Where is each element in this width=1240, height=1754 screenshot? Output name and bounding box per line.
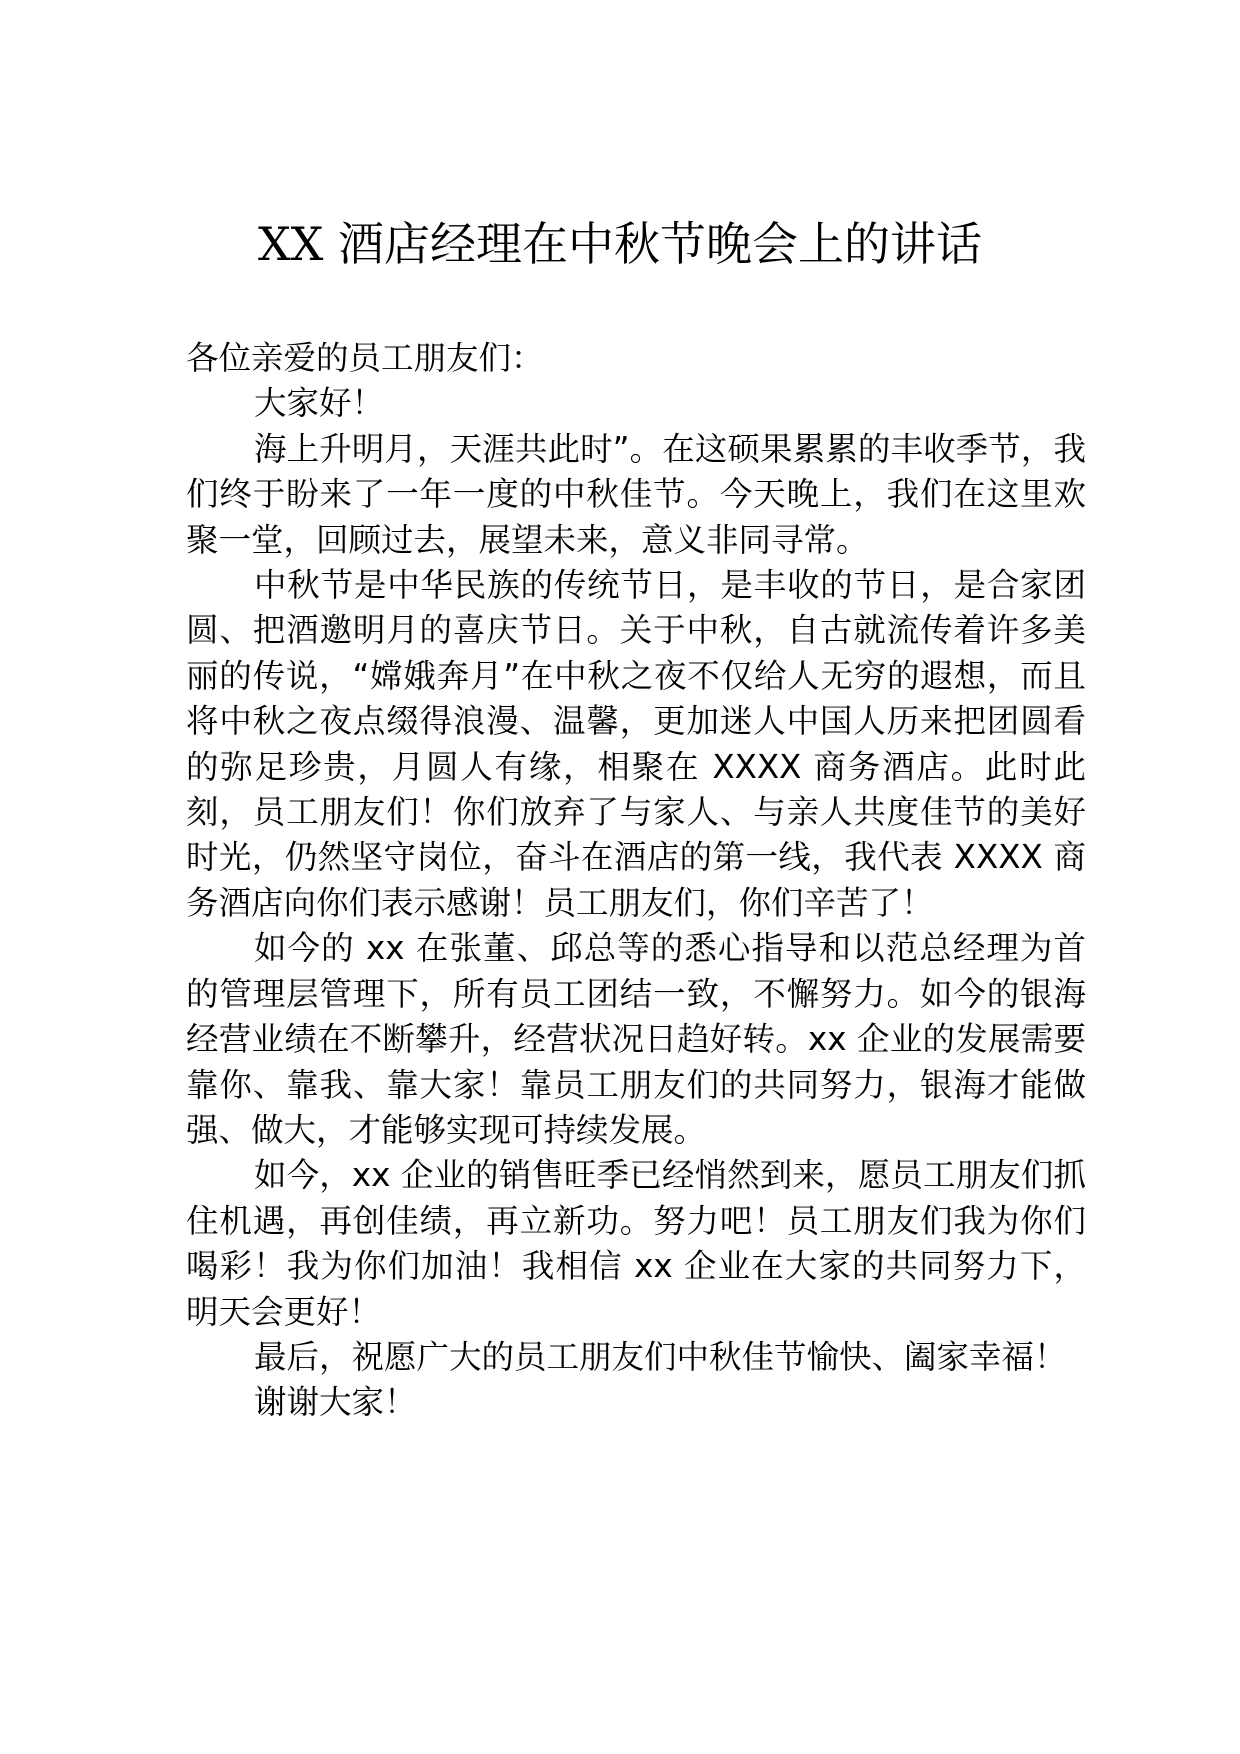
paragraph-festival: 中秋节是中华民族的传统节日，是丰收的节日，是合家团圆、把酒邀明月的喜庆节日。关于中秋，自古就流传着许多美丽的传说，“嫦娥奔月”在中秋之夜不仅给人无穷的遐想，而且将中秋之夜点缀得浪漫、温馨，更加迷人中国人历来把团圆看的弥足珍贵，月圆人有缘，相聚在 XXXX 商务酒店。此时此刻，员工朋友们！你们放弃了与家人、与亲人共度佳节的美好时光，仍然坚守岗位，奋斗在酒店的第一线，我代表 XXXX 商务酒店向你们表示感谢！员工朋友们，你们辛苦了！ bbox=[186, 566, 1086, 922]
paragraph-company: 如今的 xx 在张董、邱总等的悉心指导和以范总经理为首的管理层管理下，所有员工团结一致，不懈努力。如今的银海经营业绩在不断攀升，经营状况日趋好转。xx 企业的发展需要靠你、靠我、靠大家！靠员工朋友们的共同努力，银海才能做强、做大，才能够实现可持续发展。 bbox=[186, 929, 1086, 1149]
paragraph-opening: 海上升明月，天涯共此时”。在这硕果累累的丰收季节，我们终于盼来了一年一度的中秋佳节。今天晚上，我们在这里欢聚一堂，回顾过去，展望未来，意义非同寻常。 bbox=[186, 429, 1086, 559]
paragraph-greeting: 大家好！ bbox=[254, 384, 385, 423]
document-body bbox=[186, 336, 1086, 1426]
paragraph-thanks: 谢谢大家！ bbox=[254, 1383, 417, 1422]
paragraph-wishes: 最后，祝愿广大的员工朋友们中秋佳节愉快、阖家幸福！ bbox=[254, 1337, 1067, 1376]
salutation: 各位亲爱的员工朋友们： bbox=[186, 339, 544, 377]
paragraph-sales-season: 如今，xx 企业的销售旺季已经悄然到来，愿员工朋友们抓住机遇，再创佳绩，再立新功。努力吧！员工朋友们我为你们喝彩！我为你们加油！我相信 xx 企业在大家的共同努力下，明天会更好！ bbox=[186, 1156, 1086, 1331]
document-title: XX 酒店经理在中秋节晚会上的讲话 bbox=[257, 217, 983, 271]
